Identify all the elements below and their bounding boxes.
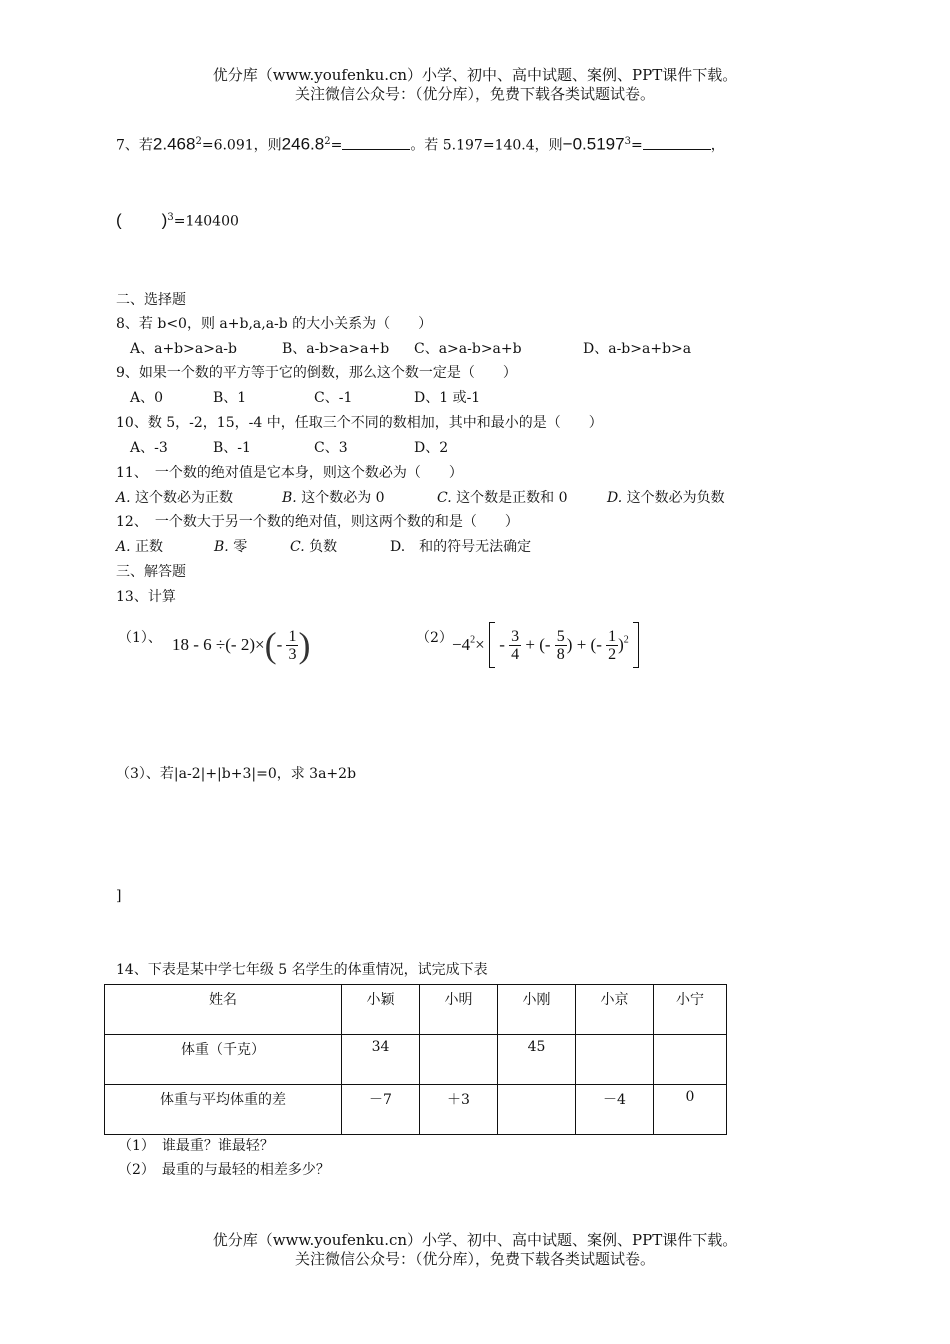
q13-part2-expression xyxy=(452,622,639,672)
q12-option-c[interactable] xyxy=(290,537,337,557)
question-7 xyxy=(116,132,725,156)
q11-option-c[interactable] xyxy=(437,488,567,508)
q13-p2-right-bracket xyxy=(633,622,639,668)
q13-part3: （3）、若|a-2|+|b+3|=0，求 3a+2b xyxy=(116,766,357,782)
q13-part2-label: （2） xyxy=(416,630,453,646)
q13-p2-t1-num: 3 xyxy=(511,627,520,645)
table-cell: 45 xyxy=(498,1035,576,1085)
q13-p2-t1-den: 4 xyxy=(511,645,520,663)
table-cell-blank[interactable] xyxy=(498,1085,576,1135)
q12-b-letter: B. xyxy=(214,539,229,555)
q11-c-letter: C. xyxy=(437,490,452,506)
q7-eq3: = xyxy=(630,137,643,154)
q13-p2-t3-den: 2 xyxy=(608,645,617,663)
table-header-cell: 小颖 xyxy=(342,985,420,1035)
q8-option-c[interactable]: C、a>a-b>a+b xyxy=(414,341,522,357)
q11-d-letter: D. xyxy=(607,490,623,506)
q13-p2-t3-exp: 2 xyxy=(623,634,629,646)
q9-option-b[interactable]: B、1 xyxy=(213,390,247,406)
q7-mid: 。若 5.197=140.4，则 xyxy=(410,137,563,154)
table-cell: 0 xyxy=(654,1085,727,1135)
q11-option-d[interactable] xyxy=(607,488,725,508)
q10-option-b[interactable]: B、-1 xyxy=(213,440,251,456)
q12-c-letter: C. xyxy=(290,539,305,555)
q13-p1-den: 3 xyxy=(288,645,297,663)
q7-eq2: = xyxy=(330,137,343,154)
q7-close-paren: ) xyxy=(161,210,168,230)
table-header-cell: 姓名 xyxy=(105,985,342,1035)
table-cell-blank[interactable] xyxy=(576,1035,654,1085)
table-cell: －4 xyxy=(576,1085,654,1135)
q7-blank-1[interactable] xyxy=(342,135,410,150)
q7-line2-eq: =140400 xyxy=(173,213,239,230)
q7-line2-exp: 3 xyxy=(167,212,174,223)
q8-option-b[interactable]: B、a-b>a>a+b xyxy=(282,341,390,357)
q7-eq1: =6.091，则 xyxy=(201,137,282,154)
q7-exp2: 2 xyxy=(324,136,331,147)
q7-open-paren: ( xyxy=(116,210,122,230)
q11-a-text: 这个数必为正数 xyxy=(135,490,234,506)
q8-text: 8、若 b<0，则 a+b,a,a-b 的大小关系为（ ） xyxy=(116,316,433,332)
q13-p2-left-bracket xyxy=(489,622,495,668)
q13-p2-lead-exp: 2 xyxy=(470,634,476,646)
table-cell-blank[interactable] xyxy=(420,1035,498,1085)
q13-p2-t3-num: 1 xyxy=(608,627,617,645)
q7-exp3: 3 xyxy=(624,136,631,147)
q13-p2-lead: −4 xyxy=(452,635,471,654)
q11-b-text: 这个数必为 0 xyxy=(301,490,385,506)
q12-option-a[interactable] xyxy=(116,537,163,557)
q13-p2-plus-2: + (- xyxy=(576,635,602,654)
q10-option-c[interactable]: C、3 xyxy=(314,440,348,456)
q13-p2-t2-num: 5 xyxy=(556,627,565,645)
table-header-cell: 小京 xyxy=(576,985,654,1035)
table-cell: －7 xyxy=(342,1085,420,1135)
section-2-title: 二、选择题 xyxy=(116,292,186,308)
q13-p2-close-2: ) xyxy=(618,635,624,654)
q12-c-text: 负数 xyxy=(309,539,338,555)
footer-line-2: 关注微信公众号：（优分库），免费下载各类试题试卷。 xyxy=(294,1250,655,1268)
q13-part1-label: （1）、 xyxy=(118,630,162,646)
table-cell: 体重（千克） xyxy=(105,1035,342,1085)
q13-p1-close: ) xyxy=(298,625,311,665)
q13-p2-fraction-3 xyxy=(606,628,618,663)
q9-option-a[interactable]: A、0 xyxy=(130,390,164,406)
q11-c-text: 这个数是正数和 0 xyxy=(456,490,568,506)
weight-table xyxy=(104,984,727,1135)
q13-p2-t1-sign: - xyxy=(499,635,505,654)
q13-p2-fraction-1 xyxy=(509,628,521,663)
q13-part1-expression xyxy=(172,624,310,670)
q12-text: 12、 一个数大于另一个数的绝对值，则这两个数的和是（ ） xyxy=(116,514,519,530)
table-header-cell: 小刚 xyxy=(498,985,576,1035)
header-line-1: 优分库（www.youfenku.cn）小学、初中、高中试题、案例、PPT课件下载。 xyxy=(212,66,738,84)
q12-option-b[interactable] xyxy=(214,537,247,557)
q8-option-a[interactable]: A、a+b>a>a-b xyxy=(130,341,237,357)
q10-option-a[interactable]: A、-3 xyxy=(130,440,168,456)
table-cell-blank[interactable] xyxy=(654,1035,727,1085)
q8-option-d[interactable]: D、a-b>a+b>a xyxy=(583,341,692,357)
q14-title: 14、下表是某中学七年级 5 名学生的体重情况，试完成下表 xyxy=(116,962,488,978)
q7-base3: 0.5197 xyxy=(572,134,625,154)
q11-a-letter: A. xyxy=(116,490,131,506)
q7-blank-2[interactable] xyxy=(643,135,711,150)
q11-d-text: 这个数必为负数 xyxy=(626,490,725,506)
section-3-title: 三、解答题 xyxy=(116,564,186,580)
q7-base1: 2.468 xyxy=(152,134,196,154)
question-7-line-2 xyxy=(116,208,239,232)
table-header-cell: 小明 xyxy=(420,985,498,1035)
q13-title: 13、计算 xyxy=(116,589,176,605)
q7-exp1: 2 xyxy=(195,136,202,147)
q13-p2-close-1: ) xyxy=(566,635,573,654)
q13-p2-times: × xyxy=(475,635,485,654)
q7-base2: 246.8 xyxy=(281,134,325,154)
q7-end: ， xyxy=(710,137,725,154)
q12-b-text: 零 xyxy=(233,539,248,555)
q13-p2-t2-den: 8 xyxy=(556,645,565,663)
q10-option-d[interactable]: D、2 xyxy=(414,440,449,456)
q13-p1-fraction xyxy=(286,628,298,663)
q12-a-text: 正数 xyxy=(135,539,164,555)
table-row-diff xyxy=(105,1085,727,1135)
table-row-header xyxy=(105,985,727,1035)
q13-p1-expr: 18 - 6 ÷(- 2)× xyxy=(172,635,265,654)
q11-option-b[interactable] xyxy=(282,488,385,508)
q9-text: 9、如果一个数的平方等于它的倒数，那么这个数一定是（ ） xyxy=(116,365,517,381)
table-cell: ＋3 xyxy=(420,1085,498,1135)
q13-p1-open: ( xyxy=(264,625,277,665)
q9-option-d[interactable]: D、1 或-1 xyxy=(414,390,481,406)
q10-text: 10、数 5，-2，15，-4 中，任取三个不同的数相加，其中和最小的是（ ） xyxy=(116,415,603,431)
table-row-weight xyxy=(105,1035,727,1085)
q7-neg: − xyxy=(562,134,573,154)
q13-p1-sign: - xyxy=(276,635,283,654)
q12-option-d[interactable]: D. 和的符号无法确定 xyxy=(390,539,532,555)
header-line-2: 关注微信公众号：（优分库），免费下载各类试题试卷。 xyxy=(294,85,655,103)
q13-p2-plus-1: + (- xyxy=(525,635,551,654)
q13-p1-num: 1 xyxy=(288,627,297,645)
q9-option-c[interactable]: C、-1 xyxy=(314,390,353,406)
q12-a-letter: A. xyxy=(116,539,131,555)
q7-blank-3[interactable] xyxy=(122,212,162,226)
q11-option-a[interactable] xyxy=(116,488,233,508)
q11-text: 11、 一个数的绝对值是它本身，则这个数必为（ ） xyxy=(116,465,463,481)
footer-line-1: 优分库（www.youfenku.cn）小学、初中、高中试题、案例、PPT课件下载。 xyxy=(212,1231,738,1249)
table-cell: 体重与平均体重的差 xyxy=(105,1085,342,1135)
q14-sub-1: （1） 谁最重？谁最轻？ xyxy=(118,1138,274,1154)
table-cell: 34 xyxy=(342,1035,420,1085)
stray-bracket: ] xyxy=(116,888,122,904)
q7-prefix: 7、若 xyxy=(116,137,153,154)
table-header-cell: 小宁 xyxy=(654,985,727,1035)
q14-sub-2: （2） 最重的与最轻的相差多少？ xyxy=(118,1162,330,1178)
q11-b-letter: B. xyxy=(282,490,297,506)
q13-p2-fraction-2 xyxy=(555,628,567,663)
